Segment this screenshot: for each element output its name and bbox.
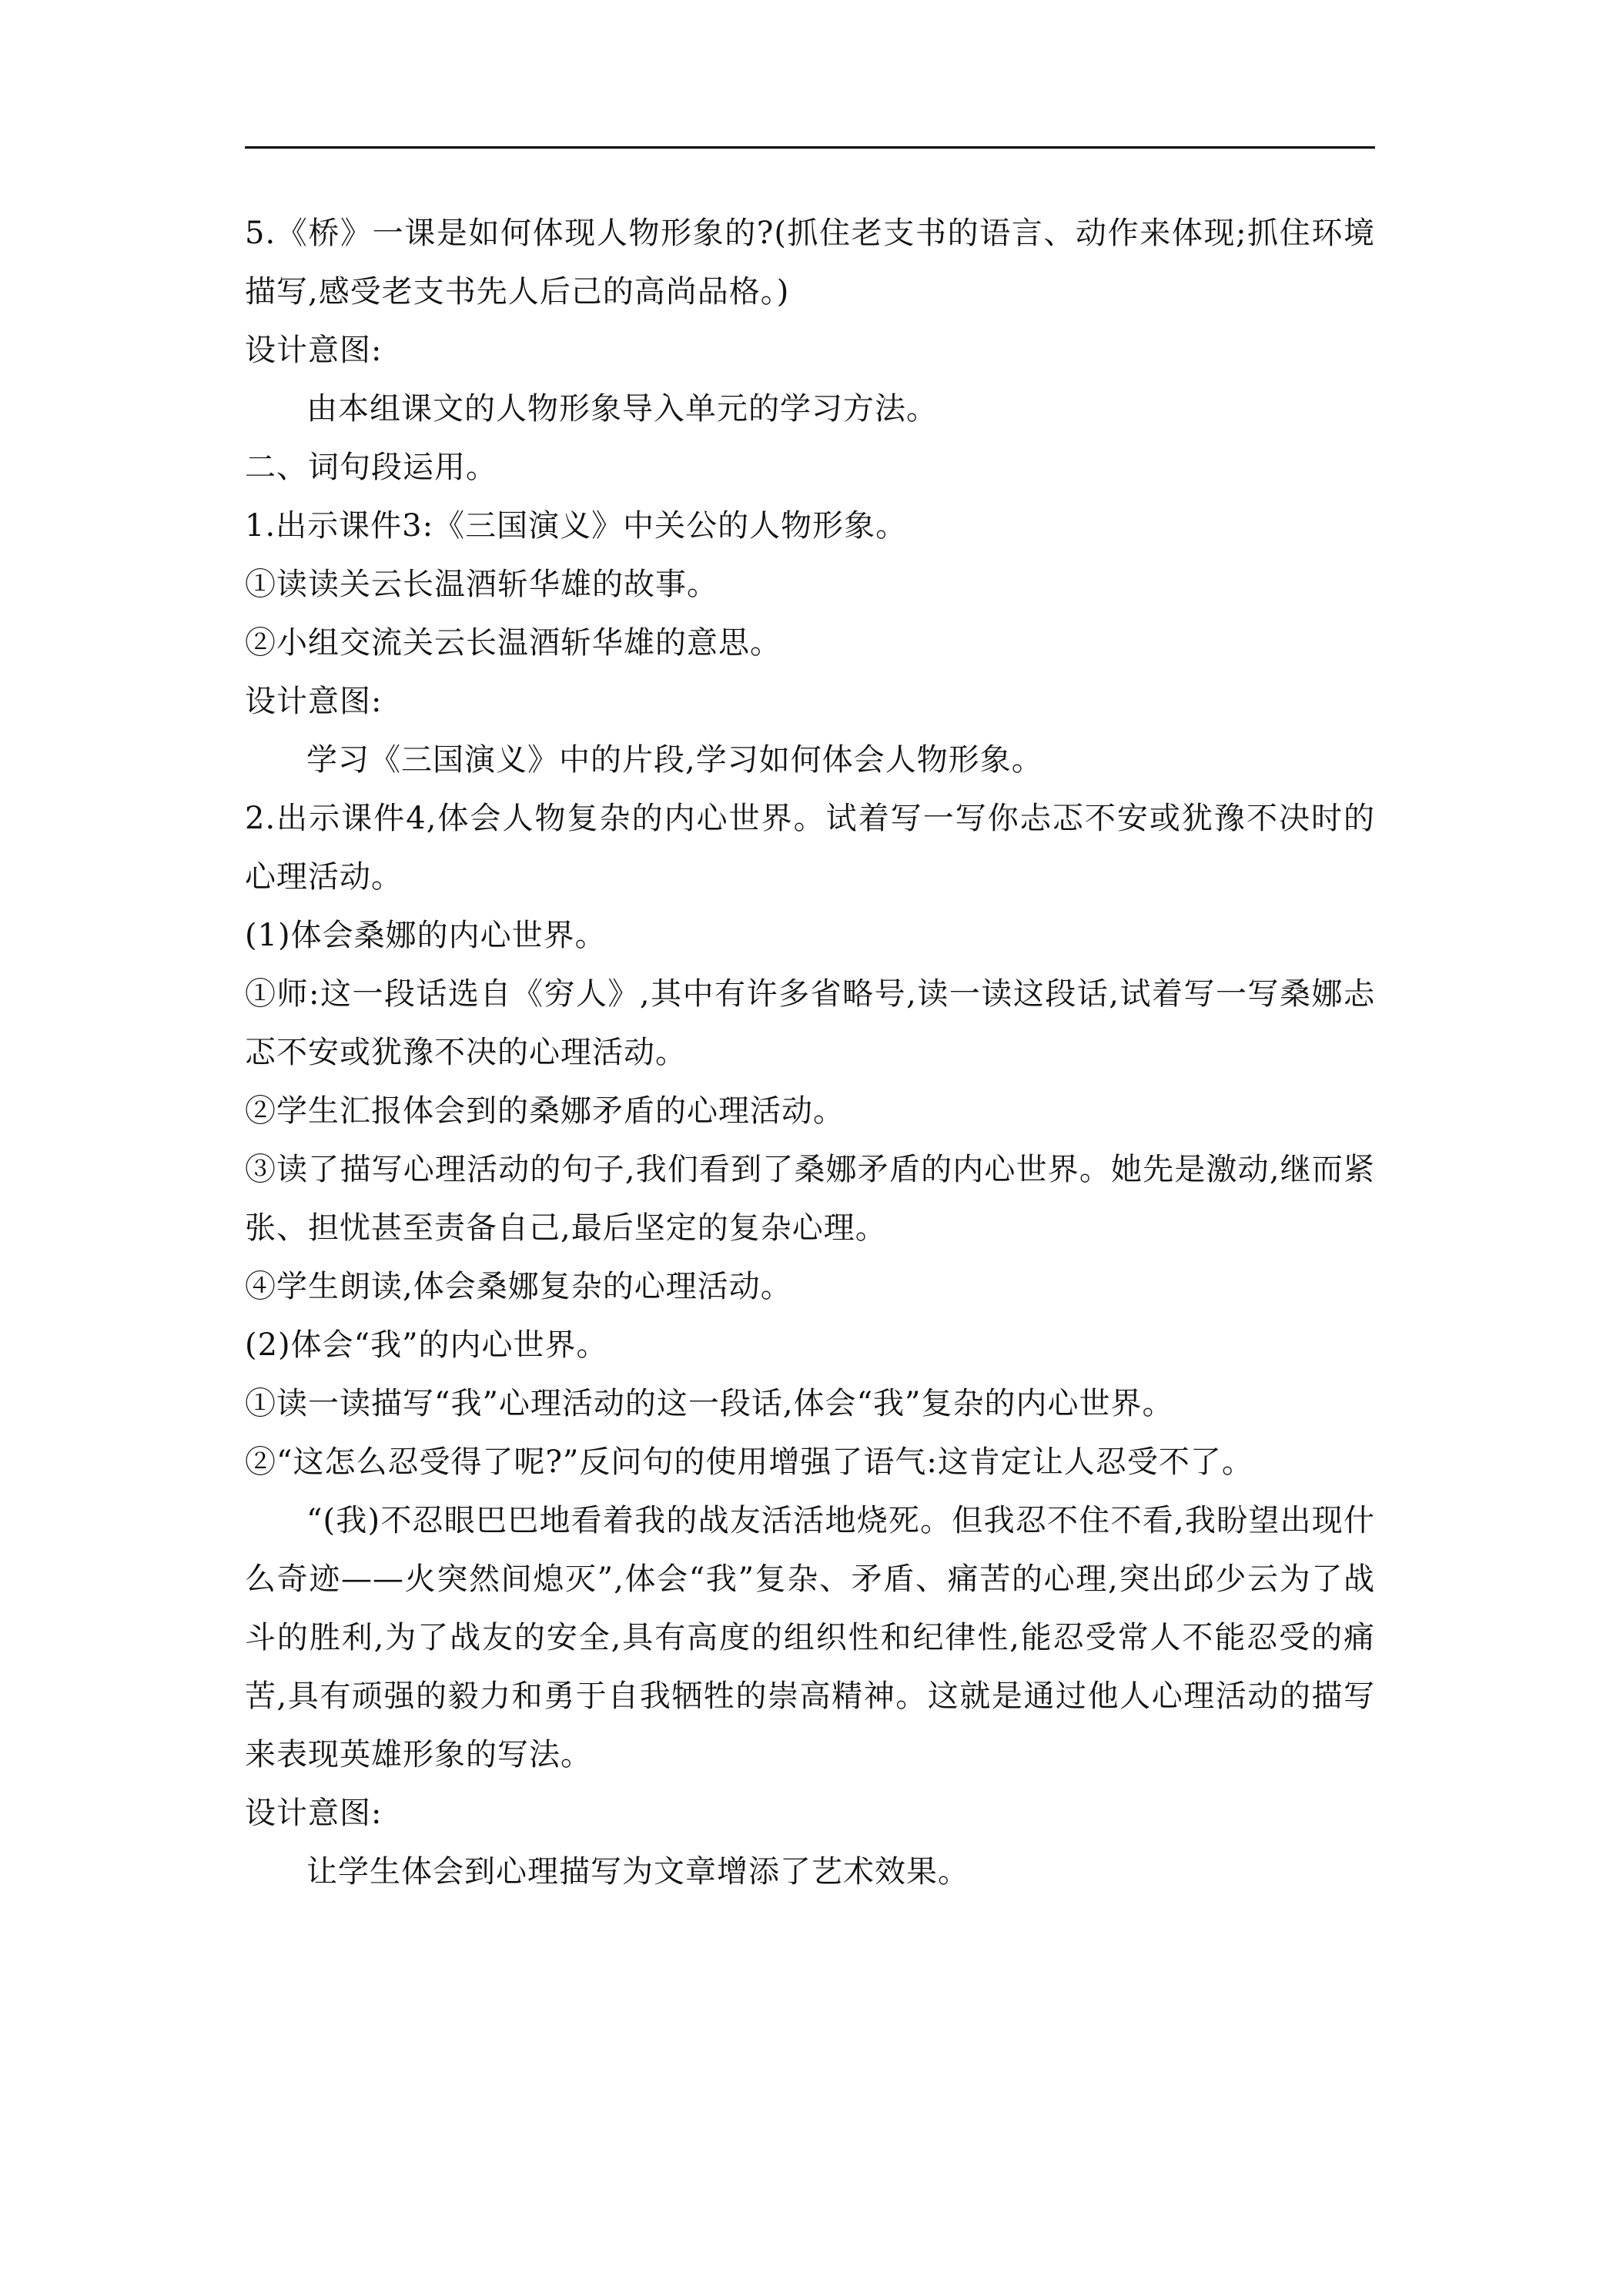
paragraph-subitem: ①师:这一段话选自《穷人》,其中有许多省略号,读一读这段话,试着写一写桑娜忐忑不安或犹豫不决的心理活动。 (245, 976, 1375, 1070)
paragraph-subitem: ②小组交流关云长温酒斩华雄的意思。 (245, 625, 781, 661)
paragraph-item-1: 1.出示课件3:《三国演义》中关公的人物形象。 (245, 508, 908, 544)
paragraph-design-intent-label: 设计意图: (245, 333, 383, 368)
paragraph-subheading: (1)体会桑娜的内心世界。 (245, 918, 607, 953)
paragraph-design-intent-label: 设计意图: (245, 684, 383, 719)
document-body (245, 204, 1375, 1901)
paragraph-quote-analysis: “(我)不忍眼巴巴地看着我的战友活活地烧死。但我忍不住不看,我盼望出现什么奇迹——火突然间熄灭”,体会“我”复杂、矛盾、痛苦的心理,突出邱少云为了战斗的胜利,为了战友的安全,具有高度的组织性和纪律性,能忍受常人不能忍受的痛苦,具有顽强的毅力和勇于自我牺牲的崇高精神。这就是通过他人心理活动的描写来表现英雄形象的写法。 (245, 1503, 1375, 1772)
paragraph-subitem: ②学生汇报体会到的桑娜矛盾的心理活动。 (245, 1093, 845, 1129)
paragraph-subheading: (2)体会“我”的内心世界。 (245, 1327, 608, 1363)
paragraph-question-5: 5.《桥》一课是如何体现人物形象的?(抓住老支书的语言、动作来体现;抓住环境描写,感受老支书先人后己的高尚品格。) (245, 216, 1375, 310)
paragraph-subitem: ②“这怎么忍受得了呢?”反问句的使用增强了语气:这肯定让人忍受不了。 (245, 1444, 1253, 1480)
paragraph-item-2: 2.出示课件4,体会人物复杂的内心世界。试着写一写你忐忑不安或犹豫不决时的心理活动。 (245, 801, 1375, 895)
header-rule (245, 146, 1375, 149)
paragraph-subitem: ④学生朗读,体会桑娜复杂的心理活动。 (245, 1269, 792, 1304)
paragraph-design-intent-label: 设计意图: (245, 1796, 383, 1831)
paragraph-design-intent: 由本组课文的人物形象导入单元的学习方法。 (306, 391, 938, 427)
paragraph-subitem: ③读了描写心理活动的句子,我们看到了桑娜矛盾的内心世界。她先是激动,继而紧张、担忧甚至责备自己,最后坚定的复杂心理。 (245, 1152, 1375, 1246)
paragraph-subitem: ①读一读描写“我”心理活动的这一段话,体会“我”复杂的内心世界。 (245, 1386, 1174, 1421)
section-heading: 二、词句段运用。 (245, 450, 497, 485)
paragraph-design-intent: 让学生体会到心理描写为文章增添了艺术效果。 (306, 1854, 969, 1889)
paragraph-design-intent: 学习《三国演义》中的片段,学习如何体会人物形象。 (306, 742, 1043, 778)
paragraph-subitem: ①读读关云长温酒斩华雄的故事。 (245, 567, 718, 602)
